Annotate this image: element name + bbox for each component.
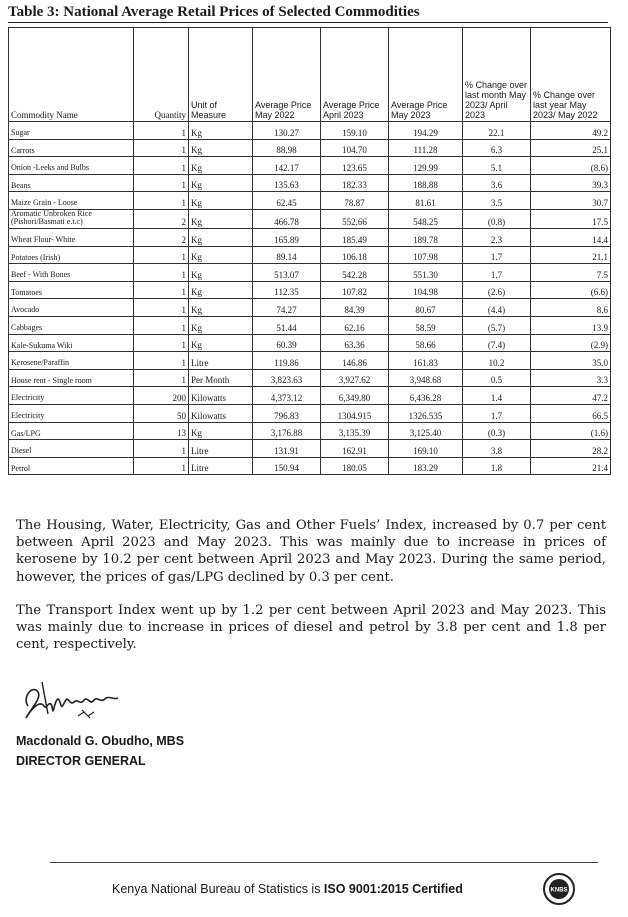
cell-c1: 2.3 [463, 228, 531, 246]
cell-p1: 130.27 [253, 122, 321, 140]
cell-p2: 552.66 [321, 209, 389, 228]
cell-name: Onion -Leeks and Bulbs [9, 157, 134, 175]
cell-qty: 1 [134, 369, 189, 387]
cell-p2: 185.49 [321, 228, 389, 246]
cell-c2: 39.3 [531, 174, 611, 192]
table-row [9, 228, 611, 246]
cell-unit: Kg [189, 192, 253, 210]
table-row [9, 246, 611, 264]
cell-name: Sugar [9, 122, 134, 140]
cell-unit: Kg [189, 246, 253, 264]
cell-c1: 22.1 [463, 122, 531, 140]
cell-p1: 165.89 [253, 228, 321, 246]
cell-p1: 513.07 [253, 264, 321, 282]
table-row [9, 369, 611, 387]
cell-p3: 58.59 [389, 316, 463, 334]
cell-p3: 183.29 [389, 457, 463, 475]
cell-unit: Kg [189, 139, 253, 157]
table-row [9, 299, 611, 317]
transport-index-paragraph: The Transport Index went up by 1.2 per cent between April 2023 and May 2023. This was mainly due to increase in prices of diesel and petrol by 3.8 per cent and 1.8 per cent, respectively. [16, 603, 606, 653]
cell-unit: Kg [189, 299, 253, 317]
cell-p1: 51.44 [253, 316, 321, 334]
cell-p1: 3,176.88 [253, 422, 321, 440]
cell-p3: 6,436.28 [389, 387, 463, 405]
cell-p1: 89.14 [253, 246, 321, 264]
cell-c2: 49.2 [531, 122, 611, 140]
cell-qty: 1 [134, 157, 189, 175]
cell-p3: 1326.535 [389, 404, 463, 422]
cell-qty: 1 [134, 192, 189, 210]
cell-name: Beef - With Bones [9, 264, 134, 282]
cell-name: Electricity [9, 387, 134, 405]
iso-seal-icon [542, 872, 576, 906]
cell-c1: 1.7 [463, 404, 531, 422]
cell-name: Wheat Flour- White [9, 228, 134, 246]
cell-c2: (6.6) [531, 281, 611, 299]
table-row [9, 281, 611, 299]
cell-unit: Kilowatts [189, 404, 253, 422]
cell-p1: 3,823.63 [253, 369, 321, 387]
cell-p2: 84.39 [321, 299, 389, 317]
table-header-row [9, 28, 611, 122]
cell-c1: (2.6) [463, 281, 531, 299]
cell-name: Kale-Sukuma Wiki [9, 334, 134, 352]
cell-p3: 194.29 [389, 122, 463, 140]
signatory-title: DIRECTOR GENERAL [16, 754, 146, 768]
cell-unit: Kg [189, 334, 253, 352]
cell-unit: Kg [189, 209, 253, 228]
header-change-year: % Change over last year May 2023/ May 2022 [531, 28, 611, 122]
cell-p1: 150.94 [253, 457, 321, 475]
table-row [9, 122, 611, 140]
cell-unit: Kg [189, 228, 253, 246]
cell-p3: 81.61 [389, 192, 463, 210]
cell-c2: 30.7 [531, 192, 611, 210]
footer-org: Kenya National Bureau of Statistics is [112, 882, 324, 896]
cell-c2: (8.6) [531, 157, 611, 175]
cell-p3: 129.99 [389, 157, 463, 175]
cell-c1: (0.8) [463, 209, 531, 228]
cell-p3: 104.98 [389, 281, 463, 299]
cell-qty: 13 [134, 422, 189, 440]
cell-p1: 135.63 [253, 174, 321, 192]
cell-qty: 1 [134, 139, 189, 157]
cell-p3: 111.28 [389, 139, 463, 157]
cell-unit: Kg [189, 316, 253, 334]
price-table [8, 27, 611, 475]
cell-name: Tomatoes [9, 281, 134, 299]
cell-p1: 466.78 [253, 209, 321, 228]
cell-unit: Kg [189, 281, 253, 299]
cell-name: Gas/LPG [9, 422, 134, 440]
cell-c2: 21.4 [531, 457, 611, 475]
cell-qty: 1 [134, 440, 189, 458]
cell-unit: Kg [189, 174, 253, 192]
cell-qty: 1 [134, 299, 189, 317]
cell-p1: 74.27 [253, 299, 321, 317]
header-price-may-2023: Average Price May 2023 [389, 28, 463, 122]
cell-p3: 169.10 [389, 440, 463, 458]
cell-p2: 78.87 [321, 192, 389, 210]
cell-c1: 3.6 [463, 174, 531, 192]
table-row [9, 404, 611, 422]
cell-name: Cabbages [9, 316, 134, 334]
header-price-may-2022: Average Price May 2022 [253, 28, 321, 122]
cell-c2: 66.5 [531, 404, 611, 422]
cell-p1: 131.91 [253, 440, 321, 458]
cell-p1: 60.39 [253, 334, 321, 352]
cell-c1: 3.8 [463, 440, 531, 458]
cell-c1: 6.3 [463, 139, 531, 157]
cell-c1: 1.7 [463, 246, 531, 264]
cell-p2: 6,349.80 [321, 387, 389, 405]
cell-c2: 17.5 [531, 209, 611, 228]
cell-name: Diesel [9, 440, 134, 458]
cell-c1: (7.4) [463, 334, 531, 352]
cell-p2: 63.36 [321, 334, 389, 352]
cell-c2: (2.9) [531, 334, 611, 352]
cell-p3: 548.25 [389, 209, 463, 228]
cell-name: Maize Grain - Loose [9, 192, 134, 210]
cell-p2: 542.28 [321, 264, 389, 282]
cell-c2: 28.2 [531, 440, 611, 458]
cell-c2: 21.1 [531, 246, 611, 264]
cell-p3: 161.83 [389, 352, 463, 370]
cell-p2: 123.65 [321, 157, 389, 175]
cell-p2: 62.16 [321, 316, 389, 334]
cell-unit: Litre [189, 440, 253, 458]
cell-c1: 1.7 [463, 264, 531, 282]
cell-qty: 1 [134, 264, 189, 282]
cell-unit: Kg [189, 122, 253, 140]
cell-c2: 3.3 [531, 369, 611, 387]
header-price-april-2023: Average Price April 2023 [321, 28, 389, 122]
housing-index-paragraph: The Housing, Water, Electricity, Gas and Other Fuels’ Index, increased by 0.7 per cent between April 2023 and May 2023. This was mainly due to increase in prices of kerosene by 10.2 per cent between April 2023 and May 2023. During the same period, however, the prices of gas/LPG declined by 0.3 per cent. [16, 518, 606, 585]
cell-qty: 1 [134, 352, 189, 370]
cell-p2: 107.82 [321, 281, 389, 299]
cell-c2: 8.6 [531, 299, 611, 317]
cell-unit: Per Month [189, 369, 253, 387]
cell-p3: 551.30 [389, 264, 463, 282]
header-quantity: Quantity [134, 28, 189, 122]
cell-p3: 188.88 [389, 174, 463, 192]
signatory-name: Macdonald G. Obudho, MBS [16, 734, 185, 748]
table-row [9, 457, 611, 475]
cell-c1: 1.4 [463, 387, 531, 405]
header-change-month: % Change over last month May 2023/ April 2023 [463, 28, 531, 122]
cell-p1: 88.98 [253, 139, 321, 157]
cell-unit: Kg [189, 264, 253, 282]
cell-c1: 3.5 [463, 192, 531, 210]
cell-p3: 107.98 [389, 246, 463, 264]
cell-qty: 2 [134, 228, 189, 246]
cell-c2: 35.0 [531, 352, 611, 370]
cell-qty: 1 [134, 281, 189, 299]
cell-qty: 1 [134, 457, 189, 475]
table-row [9, 422, 611, 440]
table-row [9, 192, 611, 210]
cell-c2: 13.9 [531, 316, 611, 334]
cell-unit: Litre [189, 457, 253, 475]
cell-unit: Kg [189, 157, 253, 175]
table-title: Table 3: National Average Retail Prices of Selected Commodities [8, 4, 608, 23]
table-row [9, 209, 611, 228]
footer-divider [50, 862, 598, 863]
table-row [9, 157, 611, 175]
cell-c2: 25.1 [531, 139, 611, 157]
cell-c2: (1.6) [531, 422, 611, 440]
cell-c2: 14.4 [531, 228, 611, 246]
cell-qty: 1 [134, 246, 189, 264]
table-row [9, 334, 611, 352]
cell-name: Kerosene/Paraffin [9, 352, 134, 370]
cell-p3: 58.66 [389, 334, 463, 352]
cell-p1: 112.35 [253, 281, 321, 299]
cell-name: Petrol [9, 457, 134, 475]
cell-name: Avocado [9, 299, 134, 317]
cell-p2: 3,927.62 [321, 369, 389, 387]
table-row [9, 264, 611, 282]
cell-qty: 1 [134, 334, 189, 352]
footer-certification: ISO 9001:2015 Certified [323, 882, 463, 896]
cell-p1: 796.83 [253, 404, 321, 422]
cell-p2: 3,135.39 [321, 422, 389, 440]
cell-qty: 1 [134, 174, 189, 192]
cell-c1: (4.4) [463, 299, 531, 317]
cell-name: Electricity [9, 404, 134, 422]
table-body [9, 122, 611, 475]
cell-p2: 1304.915 [321, 404, 389, 422]
cell-unit: Kilowatts [189, 387, 253, 405]
cell-name: Carrots [9, 139, 134, 157]
cell-p2: 162.91 [321, 440, 389, 458]
footer-text [112, 882, 542, 896]
cell-p2: 146.86 [321, 352, 389, 370]
table-row [9, 174, 611, 192]
cell-qty: 50 [134, 404, 189, 422]
table-row [9, 316, 611, 334]
cell-qty: 200 [134, 387, 189, 405]
cell-p3: 3,948.68 [389, 369, 463, 387]
table-row [9, 139, 611, 157]
cell-c1: 5.1 [463, 157, 531, 175]
cell-unit: Litre [189, 352, 253, 370]
cell-p3: 80.67 [389, 299, 463, 317]
iso-seal-text: KNBS [550, 887, 568, 894]
cell-name: Potatoes (Irish) [9, 246, 134, 264]
cell-p2: 159.10 [321, 122, 389, 140]
cell-p2: 182.33 [321, 174, 389, 192]
cell-p3: 3,125.40 [389, 422, 463, 440]
table-row [9, 387, 611, 405]
cell-c1: 10.2 [463, 352, 531, 370]
cell-p1: 142.17 [253, 157, 321, 175]
cell-qty: 1 [134, 122, 189, 140]
cell-p2: 180.05 [321, 457, 389, 475]
cell-qty: 2 [134, 209, 189, 228]
cell-c2: 7.5 [531, 264, 611, 282]
table-row [9, 440, 611, 458]
cell-name: Aromatic Unbroken Rice (Pishori/Basmati e.t.c) [9, 209, 134, 228]
cell-p1: 62.45 [253, 192, 321, 210]
cell-p3: 189.78 [389, 228, 463, 246]
cell-name: House rent - Single room [9, 369, 134, 387]
header-commodity: Commodity Name [9, 28, 134, 122]
table-row [9, 352, 611, 370]
cell-c1: 1.8 [463, 457, 531, 475]
cell-qty: 1 [134, 316, 189, 334]
header-unit: Unit of Measure [189, 28, 253, 122]
cell-c1: 0.5 [463, 369, 531, 387]
cell-c1: (0.3) [463, 422, 531, 440]
cell-name: Beans [9, 174, 134, 192]
cell-p1: 119.86 [253, 352, 321, 370]
cell-unit: Kg [189, 422, 253, 440]
cell-c2: 47.2 [531, 387, 611, 405]
cell-p2: 106.18 [321, 246, 389, 264]
cell-p1: 4,373.12 [253, 387, 321, 405]
signature-image [18, 676, 128, 726]
cell-c1: (5.7) [463, 316, 531, 334]
cell-p2: 104.70 [321, 139, 389, 157]
